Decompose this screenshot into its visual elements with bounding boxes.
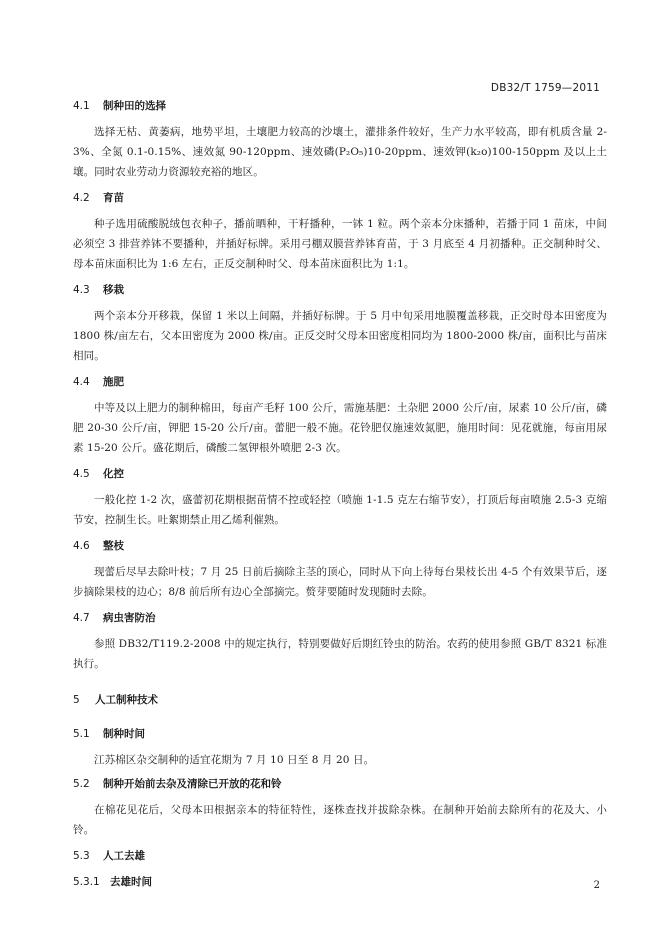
section-paragraph: 江苏棉区杂交制种的适宜花期为 7 月 10 日至 8 月 20 日。: [94, 754, 375, 766]
section-paragraph: 种子选用硫酸脱绒包衣种子，播前晒种，干籽播种，一钵 1 粒。两个亲本分床播种，若播于同 1 苗床，中间必须空 3 排营养钵不要播种，并插好标牌。采用弓棚双膜营养钵育苗，于 3 月底至 4 月初播种。正交制种时父、母本苗床面积比为 1:6 左右，正反交制种时父、母本苗床面积比为 1:1。: [73, 218, 607, 270]
section-heading: [73, 726, 607, 742]
section-heading: [73, 190, 607, 206]
section-paragraph: 中等及以上肥力的制种棉田，每亩产毛籽 100 公斤，需施基肥：土杂肥 2000 公斤/亩，尿素 10 公斤/亩，磷肥 20-30 公斤/亩，钾肥 15-20 公斤/亩。蕾肥一般不施。花铃肥仅施速效氮肥，施用时间：见花就施，每亩用尿素 15-20 公斤。盛花期后，磷酸二氢钾根外喷肥 2-3 次。: [73, 402, 607, 454]
section-number: 4.7: [73, 612, 90, 624]
section-number: 4.4: [73, 376, 90, 388]
section-heading: [73, 610, 607, 626]
chapter-heading: [73, 692, 607, 708]
section-paragraph: 一般化控 1-2 次，盛蕾初花期根据苗情不控或轻控（喷施 1-1.5 克左右缩节安），打顶后每亩喷施 2.5-3 克缩节安，控制生长。吐絮期禁止用乙烯利催熟。: [73, 494, 607, 526]
document-body: [73, 98, 607, 890]
section-paragraph: 选择无枯、黄萎病，地势平坦，土壤肥力较高的沙壤土，灌排条件较好，生产力水平较高，即有机质含量 2-3%、全氮 0.1-0.15%、速效氮 90-120ppm、速效磷(P₂O₅)10-20ppm、速效钾(k₂o)100-150ppm 及以上土壤。同时农业劳动力资源较充裕的地区。: [73, 126, 607, 178]
section-heading: [73, 374, 607, 390]
subsection-title: 去雄时间: [110, 876, 152, 888]
page-number: 2: [593, 880, 600, 891]
section-paragraph: 现蕾后尽早去除叶枝；7 月 25 日前后摘除主茎的顶心，同时从下向上待每台果枝长出 4-5 个有效果节后，逐步摘除果枝的边心；8/8 前后所有边心全部摘完。赘芽要随时发现随时去除。: [73, 566, 607, 598]
chapter-title: 人工制种技术: [95, 694, 158, 706]
section-heading: [73, 848, 607, 864]
section-heading: [73, 282, 607, 298]
section-number: 4.3: [73, 284, 90, 296]
document-code: DB32/T 1759—2011: [490, 82, 600, 94]
chapter-number: 5: [73, 694, 80, 706]
section-title: 移栽: [103, 284, 124, 296]
subsection-heading: [73, 874, 607, 890]
section-number: 5.2: [73, 778, 90, 790]
section-paragraph: 参照 DB32/T119.2-2008 中的规定执行，特别要做好后期红铃虫的防治。农药的使用参照 GB/T 8321 标准执行。: [73, 638, 607, 670]
section-number: 5.1: [73, 728, 90, 740]
section-title: 整枝: [103, 540, 124, 552]
section-title: 化控: [103, 468, 124, 480]
section-number: 4.2: [73, 192, 90, 204]
section-number: 4.5: [73, 468, 90, 480]
section-title: 施肥: [103, 376, 124, 388]
section-paragraph: 两个亲本分开移栽，保留 1 米以上间隔，并插好标牌。于 5 月中旬采用地膜覆盖移栽，正交时母本田密度为 1800 株/亩左右，父本田密度为 2000 株/亩。正反交时父母本田密度相同均为 1800-2000 株/亩，面积比与苗床相同。: [73, 310, 607, 362]
section-title: 制种时间: [103, 728, 145, 740]
section-heading: [73, 538, 607, 554]
subsection-number: 5.3.1: [73, 876, 100, 888]
section-heading: [73, 776, 607, 792]
section-title: 人工去雄: [103, 850, 145, 862]
section-paragraph: 在棉花见花后，父母本田根据亲本的特征特性，逐株查找并拔除杂株。在制种开始前去除所有的花及大、小铃。: [73, 804, 607, 836]
section-title: 制种开始前去杂及清除已开放的花和铃: [103, 778, 282, 790]
section-heading: [73, 98, 607, 114]
section-number: 4.1: [73, 100, 90, 112]
section-title: 病虫害防治: [103, 612, 156, 624]
section-title: 制种田的选择: [103, 100, 166, 112]
section-number: 4.6: [73, 540, 90, 552]
section-title: 育苗: [103, 192, 124, 204]
section-heading: [73, 466, 607, 482]
section-number: 5.3: [73, 850, 90, 862]
